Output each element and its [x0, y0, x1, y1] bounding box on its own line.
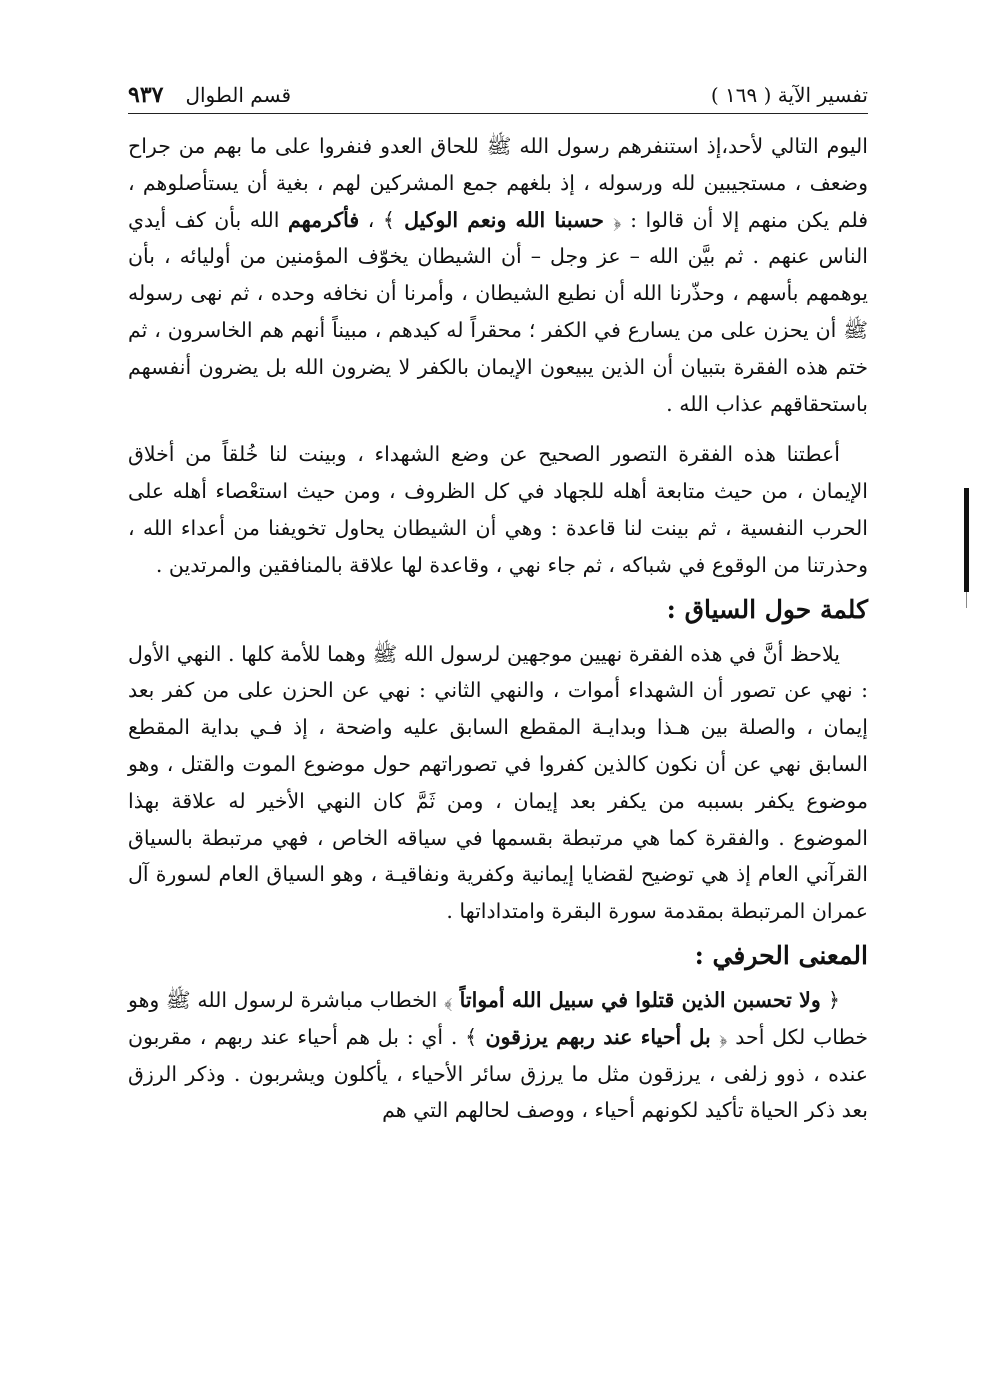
margin-marker-bar — [964, 488, 969, 592]
paragraph-4-text-b: . أي : بل هم أحياء عند ربهم ، مقربون عنده ، ذوو زلفى ، يرزقون مثل ما يرزق سائر الأحياء ، يأكلون ويشربون . وذكر الرزق بعد ذكر الحياة تأكيد لكونهم أحياء ، ووصف لحالهم التي هم — [128, 1024, 868, 1123]
quran-close-bracket: ﴾ — [382, 207, 395, 232]
page-body — [128, 128, 868, 1129]
quran-open-bracket: ﴿ — [613, 207, 622, 232]
paragraph-2: أعطتنا هذه الفقرة التصور الصحيح عن وضع الشهداء ، وبينت لنا خُلقاً من أخلاق الإيمان ، من حيث متابعة أهله للجهاد في كل الظروف ، ومن حيث استعْصاء أهله على الحرب النفسية ، ثم بينت لنا قاعدة : وهي أن الشيطان يحاول تخويفنا من أعداء الله ، وحذرتنا من الوقوع في شباكه ، ثم جاء نهي ، وقاعدة لها علاقة بالمنافقين والمرتدين . — [128, 442, 868, 577]
quran-close-bracket: ﴾ — [465, 1024, 478, 1049]
margin-marker-line — [966, 592, 967, 608]
section-heading-literal-meaning: المعنى الحرفي : — [694, 940, 868, 970]
paragraph-1 — [128, 128, 868, 422]
paragraph-4 — [128, 982, 868, 1129]
quran-quote: بل أحياء عند ربهم يرزقون — [477, 1024, 720, 1049]
quran-quote: حسبنا الله ونعم الوكيل — [394, 207, 614, 232]
quran-close-bracket: ﴾ — [443, 987, 453, 1012]
page-header — [128, 78, 868, 112]
paragraph-1-text-c: الله بأن كف أيدي الناس عنهم . ثم بيَّن الله – عز وجل – أن الشيطان يخوّف المؤمنين من أوليائه ، بأن يوهمهم بأسهم ، وحذّرنا الله أن نطيع الشيطان ، وأمرنا أن نخافه وحده ، ثم نهى رسوله ﷺ أن يحزن على من يسارع في الكفر ؛ محقراً له كيدهم ، مبيناً أنهم هم الخاسرون ، ثم ختم هذه الفقرة بتبيان أن الذين يبيعون الإيمان بالكفر لا يضرون الله بل يضرون أنفسهم باستحقاقهم عذاب الله . — [128, 207, 868, 416]
paragraph-4-text-a: الخطاب مباشرة لرسول الله ﷺ وهو خطاب لكل أحد — [128, 987, 869, 1049]
paragraph-1-bold-word: فأكرمهم — [288, 207, 360, 232]
page-number: ٩٣٧ — [128, 82, 164, 108]
quran-open-bracket: ﴿ — [719, 1024, 728, 1049]
paragraph-1-text-a: اليوم التالي لأحد،إذ استنفرهم رسول الله ﷺ للحاق العدو فنفروا على ما بهم من جراح وضعف ، مستجيبين لله ورسوله ، إذ بلغهم جمع المشركين لهم ، بغية أن يستأصلوهم ، فلم يكن منهم إلا أن قالوا : — [128, 134, 869, 232]
quran-quote: ولا تحسبن الذين قتلوا في سبيل الله أمواتاً — [452, 987, 828, 1012]
header-rule — [128, 113, 868, 114]
paragraph-3: يلاحظ أنَّ في هذه الفقرة نهيين موجهين لرسول الله ﷺ وهما للأمة كلها . النهي الأول : نهي عن تصور أن الشهداء أموات ، والنهي الثاني : نهي عن الحزن على من كفر بعد إيمان ، والصلة بين هـذا وبدايـة المقطع السابق عليه واضحة ، إذ فـي بداية المقطع السابق نهي عن أن نكون كالذين كفروا في تصوراتهم حول موضوع الموت والقتل ، وهو موضوع يكفر بسببه من يكفر بعد إيمان ، ومن ثَمَّ كان النهي الأخير له علاقة بهذا الموضوع . والفقرة كما هي مرتبطة بقسمها في سياقه الخاص ، فهي مرتبطة بالسياق القرآني العام إذ هي توضيح لقضايا إيمانية وكفرية ونفاقيـة ، وهو السياق العام لسورة آل عمران المرتبطة بمقدمة سورة البقرة وامتداداتها . — [128, 641, 868, 924]
paragraph-1-text-b: ، — [359, 207, 383, 232]
section-heading-context: كلمة حول السياق : — [666, 594, 868, 624]
header-section-title: قسم الطوال — [185, 83, 291, 107]
header-title: تفسير الآية ( ١٦٩ ) — [710, 83, 868, 107]
quran-open-bracket: ﴿ — [827, 987, 840, 1012]
